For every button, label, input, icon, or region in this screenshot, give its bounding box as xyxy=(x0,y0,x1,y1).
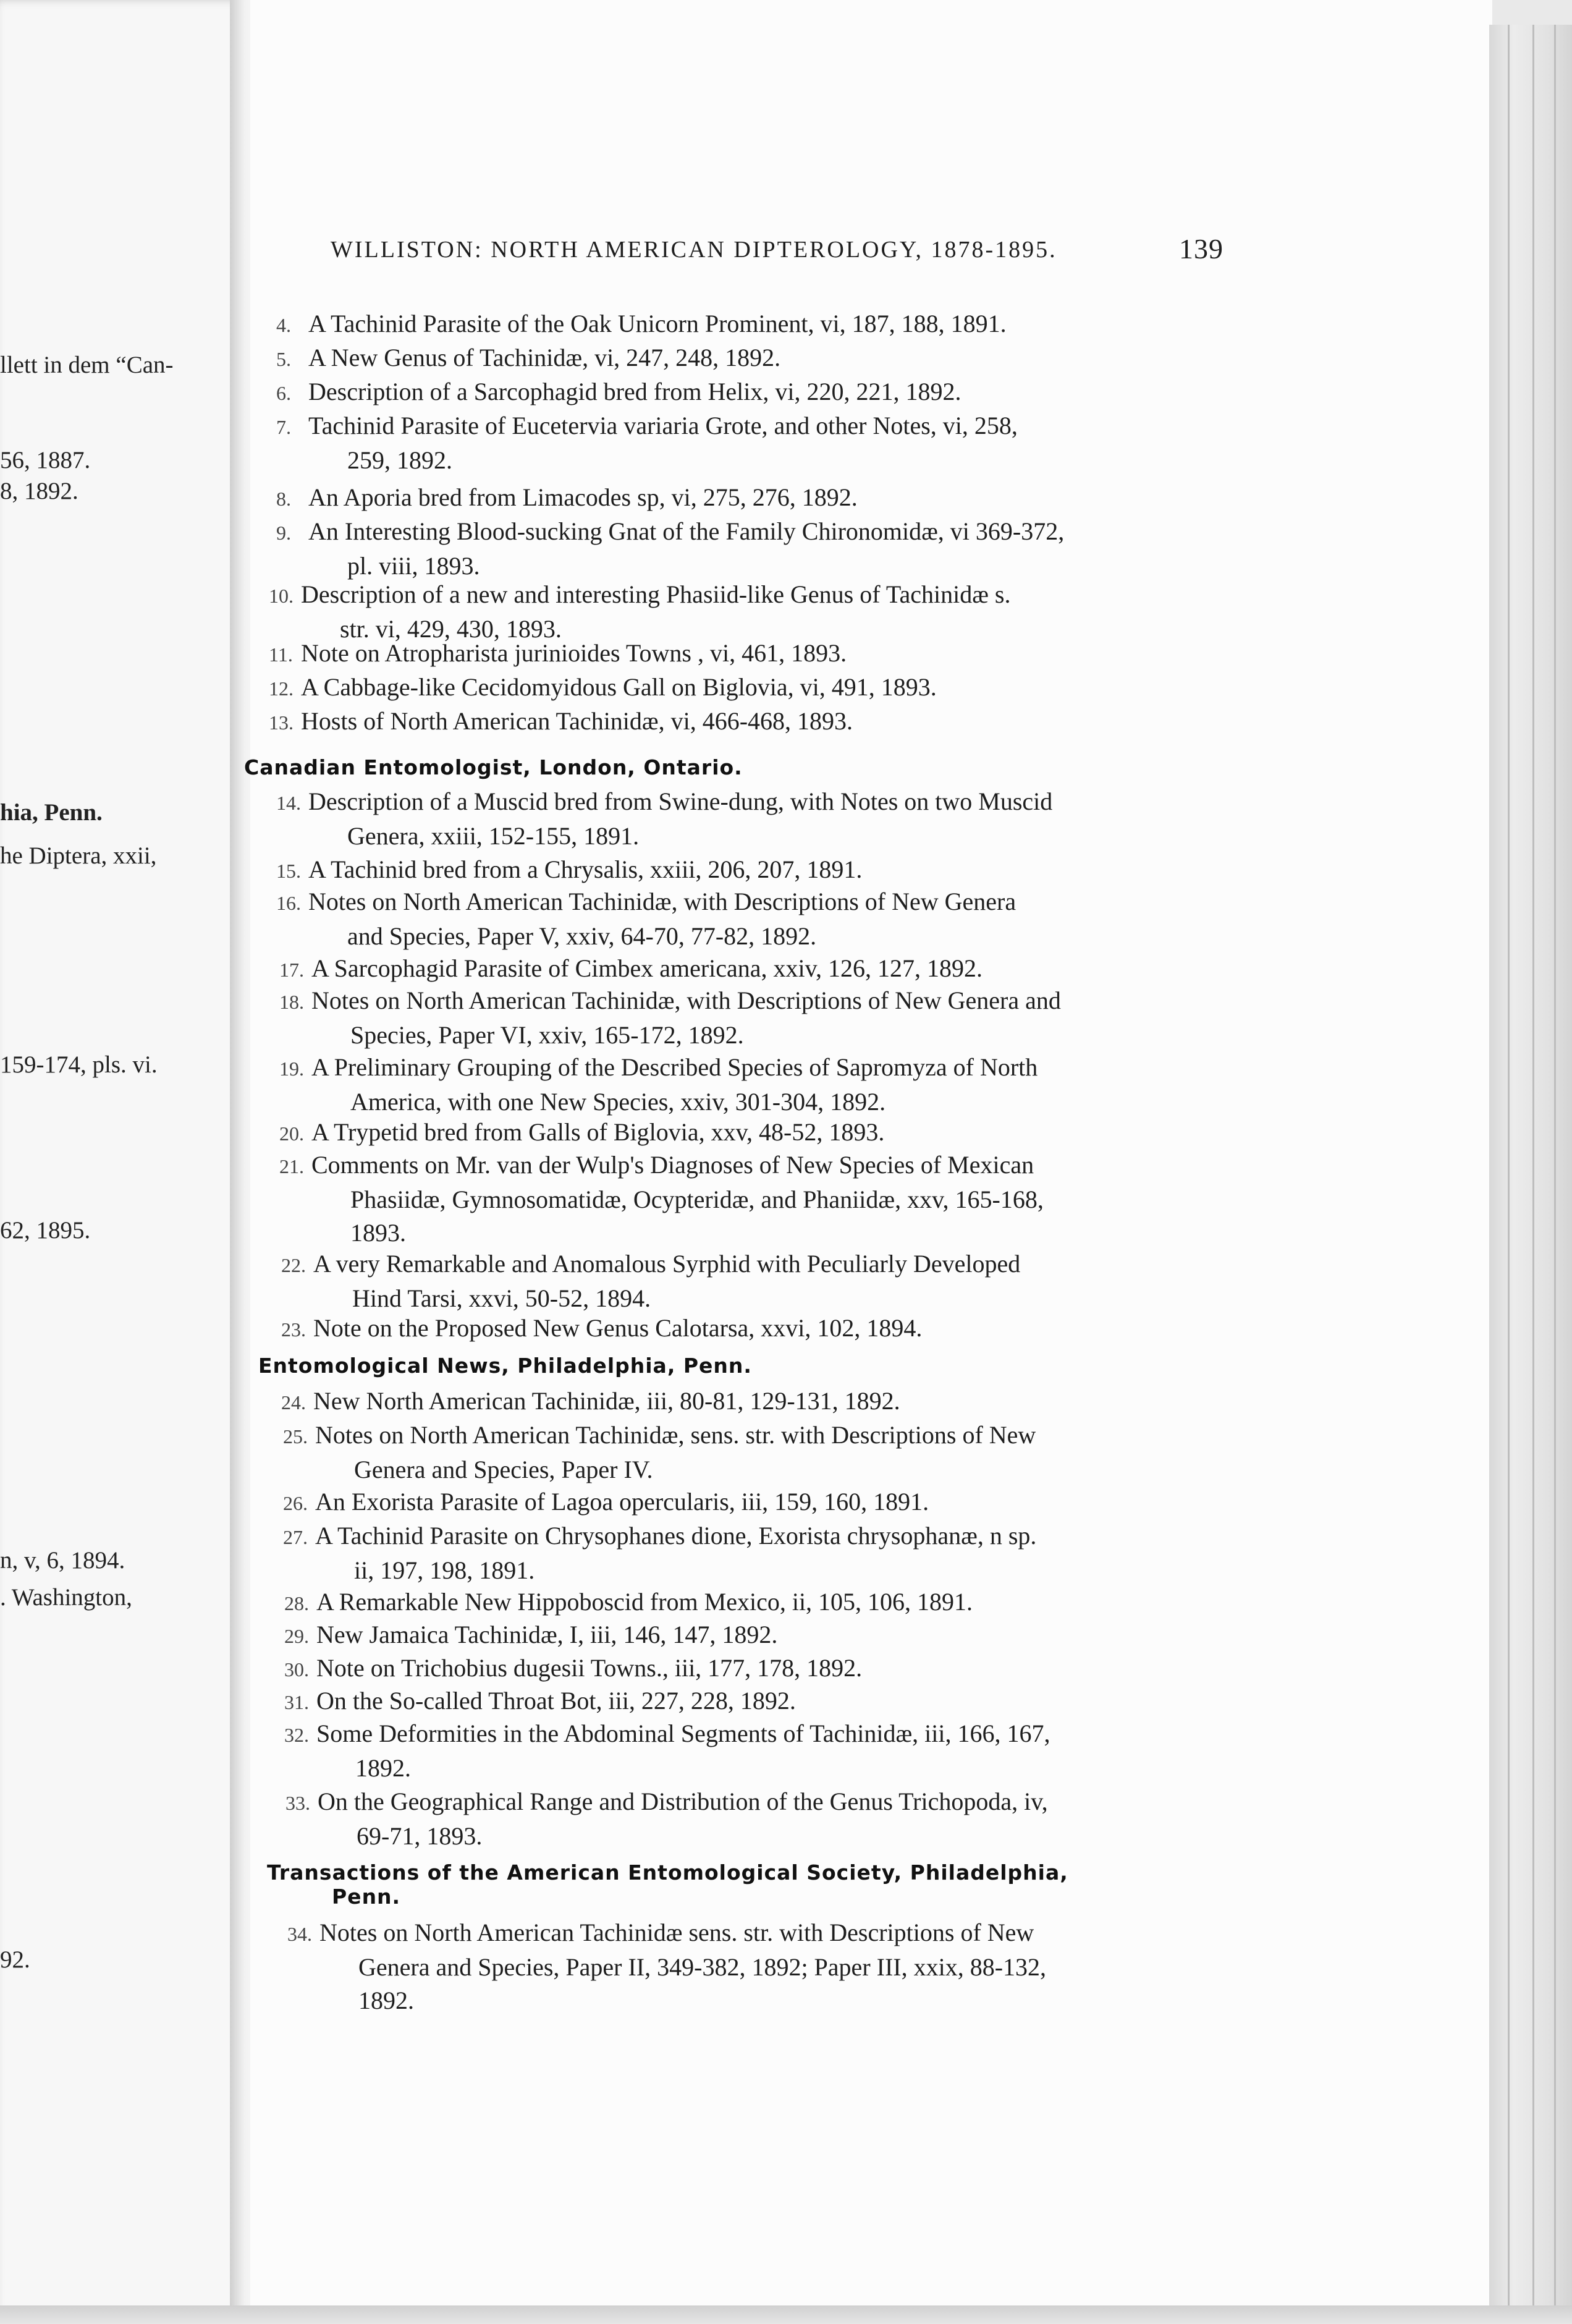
entry-text: Notes on North American Tachinidæ sens. str. with Descriptions of New xyxy=(319,1919,1034,1946)
bibliography-entry xyxy=(281,1312,922,1346)
entry-text: A Sarcophagid Parasite of Cimbex americana, xxiv, 126, 127, 1892. xyxy=(311,954,983,982)
bibliography-entry xyxy=(284,1585,973,1620)
entry-number: 4. xyxy=(276,314,291,336)
left-page-line: n, v, 6, 1894. xyxy=(0,1547,125,1574)
entry-continuation: Hind Tarsi, xxvi, 50-52, 1894. xyxy=(352,1284,651,1312)
left-page-line: 56, 1887. xyxy=(0,447,91,473)
bibliography-entry xyxy=(279,984,1061,1052)
entry-number: 29. xyxy=(284,1625,309,1647)
journal-heading xyxy=(244,755,743,779)
entry-continuation: ii, 197, 198, 1891. xyxy=(354,1556,535,1584)
entry-number: 5. xyxy=(276,348,291,370)
bibliography-entry xyxy=(279,1116,884,1150)
bibliography-entry xyxy=(279,952,982,986)
running-head-title: WILLISTON: NORTH AMERICAN DIPTEROLOGY, 1878-1895. xyxy=(331,237,1057,263)
journal-heading-continuation: Penn. xyxy=(332,1885,401,1909)
bibliography-entry xyxy=(276,341,780,376)
journal-heading-text: Transactions of the American Entomological Society, Philadelphia, xyxy=(267,1860,1068,1885)
page-edge-line xyxy=(1508,25,1510,2305)
bibliography-entry xyxy=(269,637,847,671)
left-page-line: 8, 1892. xyxy=(0,478,78,504)
entry-continuation: and Species, Paper V, xxiv, 64-70, 77-82, 1892. xyxy=(347,922,817,950)
entry-text: Hosts of North American Tachinidæ, vi, 466-468, 1893. xyxy=(301,707,853,735)
entry-number: 11. xyxy=(269,643,293,666)
entry-text: On the Geographical Range and Distribution of the Genus Trichopoda, iv, xyxy=(318,1788,1048,1815)
entry-text: Description of a Muscid bred from Swine-dung, with Notes on two Muscid xyxy=(308,787,1053,815)
entry-number: 22. xyxy=(281,1254,306,1276)
entry-text: Note on Atropharista jurinioides Towns , vi, 461, 1893. xyxy=(301,639,847,667)
entry-text: Description of a Sarcophagid bred from Helix, vi, 220, 221, 1892. xyxy=(308,378,961,405)
entry-number: 23. xyxy=(281,1318,306,1341)
bibliography-entry xyxy=(281,1385,900,1419)
bibliography-entry xyxy=(269,671,937,705)
entry-number: 24. xyxy=(281,1391,306,1414)
entry-text: A Tachinid Parasite on Chrysophanes dione, Exorista chrysophanæ, n sp. xyxy=(315,1522,1037,1550)
entry-number: 18. xyxy=(279,991,304,1013)
bibliography-entry xyxy=(284,1684,796,1719)
bibliography-entry xyxy=(276,515,1064,583)
page-edge-line xyxy=(1554,25,1556,2305)
bibliography-entry xyxy=(276,409,1018,477)
bibliography-entry xyxy=(279,1148,1044,1250)
running-head xyxy=(331,233,1223,265)
entry-continuation: 69-71, 1893. xyxy=(357,1822,483,1850)
entry-text: New North American Tachinidæ, iii, 80-81, 129-131, 1892. xyxy=(313,1387,900,1415)
journal-heading xyxy=(258,1354,752,1378)
entry-number: 10. xyxy=(269,585,294,607)
entry-number: 15. xyxy=(276,860,301,882)
bibliography-entry xyxy=(284,1618,777,1653)
page-number: 139 xyxy=(1179,233,1223,265)
page-edge-line xyxy=(1532,25,1534,2305)
entry-continuation: Species, Paper VI, xxiv, 165-172, 1892. xyxy=(350,1021,744,1049)
left-page-line: llett in dem “Can- xyxy=(0,352,174,378)
bibliography-entry xyxy=(281,1247,1020,1315)
entry-text: Note on Trichobius dugesii Towns., iii, 177, 178, 1892. xyxy=(316,1654,863,1682)
entry-number: 31. xyxy=(284,1691,309,1713)
entry-text: Some Deformities in the Abdominal Segments of Tachinidæ, iii, 166, 167, xyxy=(316,1720,1050,1747)
entry-number: 21. xyxy=(279,1155,304,1177)
entry-text: A Remarkable New Hippoboscid from Mexico, ii, 105, 106, 1891. xyxy=(316,1588,973,1616)
bibliography-entry xyxy=(276,307,1007,342)
entry-number: 7. xyxy=(276,416,291,438)
entry-number: 32. xyxy=(284,1724,309,1746)
left-page-line: he Diptera, xxii, xyxy=(0,842,157,869)
bibliography-entry xyxy=(276,481,858,515)
bibliography-entry xyxy=(276,853,862,888)
bibliography-entry xyxy=(287,1916,1046,2017)
entry-continuation: Genera and Species, Paper II, 349-382, 1892; Paper III, xxix, 88-132, xyxy=(358,1953,1047,1981)
left-page-line: 92. xyxy=(0,1946,30,1973)
entry-continuation: America, with one New Species, xxiv, 301-304, 1892. xyxy=(350,1088,886,1116)
entry-number: 26. xyxy=(283,1492,308,1514)
entry-text: Notes on North American Tachinidæ, sens. str. with Descriptions of New xyxy=(315,1421,1036,1449)
entry-number: 28. xyxy=(284,1592,309,1614)
left-facing-page xyxy=(0,0,244,2324)
entry-text: A Tachinid bred from a Chrysalis, xxiii, 206, 207, 1891. xyxy=(308,855,863,883)
bibliography-entry xyxy=(276,885,1016,953)
entry-text: New Jamaica Tachinidæ, I, iii, 146, 147, 1892. xyxy=(316,1621,778,1648)
entry-continuation: 1892. xyxy=(355,1754,411,1782)
entry-text: Note on the Proposed New Genus Calotarsa, xxvi, 102, 1894. xyxy=(313,1314,923,1342)
journal-heading xyxy=(267,1860,1068,1909)
entry-number: 14. xyxy=(276,792,301,814)
entry-text: A Trypetid bred from Galls of Biglovia, xxv, 48-52, 1893. xyxy=(311,1118,885,1146)
entry-number: 19. xyxy=(279,1058,304,1080)
entry-number: 8. xyxy=(276,488,291,510)
bibliography-entry xyxy=(285,1785,1048,1853)
entry-text: A Tachinid Parasite of the Oak Unicorn Prominent, vi, 187, 188, 1891. xyxy=(308,310,1007,337)
entry-text: Notes on North American Tachinidæ, with Descriptions of New Genera xyxy=(308,888,1016,915)
journal-heading-text: Entomological News, Philadelphia, Penn. xyxy=(258,1354,752,1378)
entry-number: 17. xyxy=(279,959,304,981)
entry-number: 34. xyxy=(287,1923,312,1945)
left-page-line: hia, Penn. xyxy=(0,799,103,826)
left-page-line: . Washington, xyxy=(0,1584,132,1611)
bibliography-entry xyxy=(284,1652,862,1686)
entry-text: Comments on Mr. van der Wulp's Diagnoses of New Species of Mexican xyxy=(311,1151,1034,1179)
left-page-line: 159-174, pls. vi. xyxy=(0,1051,158,1078)
entry-continuation: 259, 1892. xyxy=(347,446,452,474)
entry-continuation: Genera and Species, Paper IV. xyxy=(354,1456,653,1483)
bottom-edge xyxy=(0,2305,1572,2324)
entry-continuation: Genera, xxiii, 152-155, 1891. xyxy=(347,822,640,850)
entry-text: An Aporia bred from Limacodes sp, vi, 275, 276, 1892. xyxy=(308,483,858,511)
entry-number: 33. xyxy=(285,1792,310,1814)
bibliography-entry xyxy=(269,578,1010,646)
entry-number: 13. xyxy=(269,711,294,734)
entry-continuation: str. vi, 429, 430, 1893. xyxy=(340,615,562,643)
entry-text: A Cabbage-like Cecidomyidous Gall on Biglovia, vi, 491, 1893. xyxy=(301,673,937,701)
entry-text: An Interesting Blood-sucking Gnat of the Family Chironomidæ, vi 369-372, xyxy=(308,517,1065,545)
bibliography-entry xyxy=(283,1419,1036,1486)
bibliography-entry xyxy=(284,1717,1050,1785)
entry-text: An Exorista Parasite of Lagoa opercularis, iii, 159, 160, 1891. xyxy=(315,1488,929,1516)
entry-number: 12. xyxy=(269,677,294,700)
entry-number: 27. xyxy=(283,1526,308,1548)
entry-continuation: 1892. xyxy=(358,1987,414,2014)
entry-text: Tachinid Parasite of Eucetervia variaria Grote, and other Notes, vi, 258, xyxy=(308,412,1018,439)
bibliography-entry xyxy=(283,1519,1036,1587)
entry-number: 9. xyxy=(276,522,291,544)
entry-continuation: Phasiidæ, Gymnosomatidæ, Ocypteridæ, and Phaniidæ, xxv, 165-168, xyxy=(350,1185,1044,1213)
entry-text: A New Genus of Tachinidæ, vi, 247, 248, 1892. xyxy=(308,344,781,371)
entry-text: A very Remarkable and Anomalous Syrphid with Peculiarly Developed xyxy=(313,1250,1021,1278)
bibliography-entry xyxy=(276,785,1052,853)
entry-text: On the So-called Throat Bot, iii, 227, 228, 1892. xyxy=(316,1687,796,1715)
left-page-line: 62, 1895. xyxy=(0,1217,91,1244)
journal-heading-text: Canadian Entomologist, London, Ontario. xyxy=(244,755,743,779)
entry-continuation: 1893. xyxy=(350,1219,406,1247)
bibliography-entry xyxy=(276,375,961,410)
bibliography-entry xyxy=(283,1485,929,1520)
bibliography-entry xyxy=(279,1051,1037,1119)
entry-text: A Preliminary Grouping of the Described Species of Sapromyza of North xyxy=(311,1053,1038,1081)
entry-number: 30. xyxy=(284,1658,309,1681)
entry-text: Description of a new and interesting Phasiid-like Genus of Tachinidæ s. xyxy=(301,580,1011,608)
bibliography-entry xyxy=(269,705,853,739)
page-edge xyxy=(1489,25,1572,2312)
entry-continuation: pl. viii, 1893. xyxy=(347,552,480,580)
entry-number: 25. xyxy=(283,1425,308,1448)
entry-number: 16. xyxy=(276,892,301,914)
entry-text: Notes on North American Tachinidæ, with Descriptions of New Genera and xyxy=(311,986,1061,1014)
entry-number: 6. xyxy=(276,382,291,404)
entry-number: 20. xyxy=(279,1122,304,1145)
